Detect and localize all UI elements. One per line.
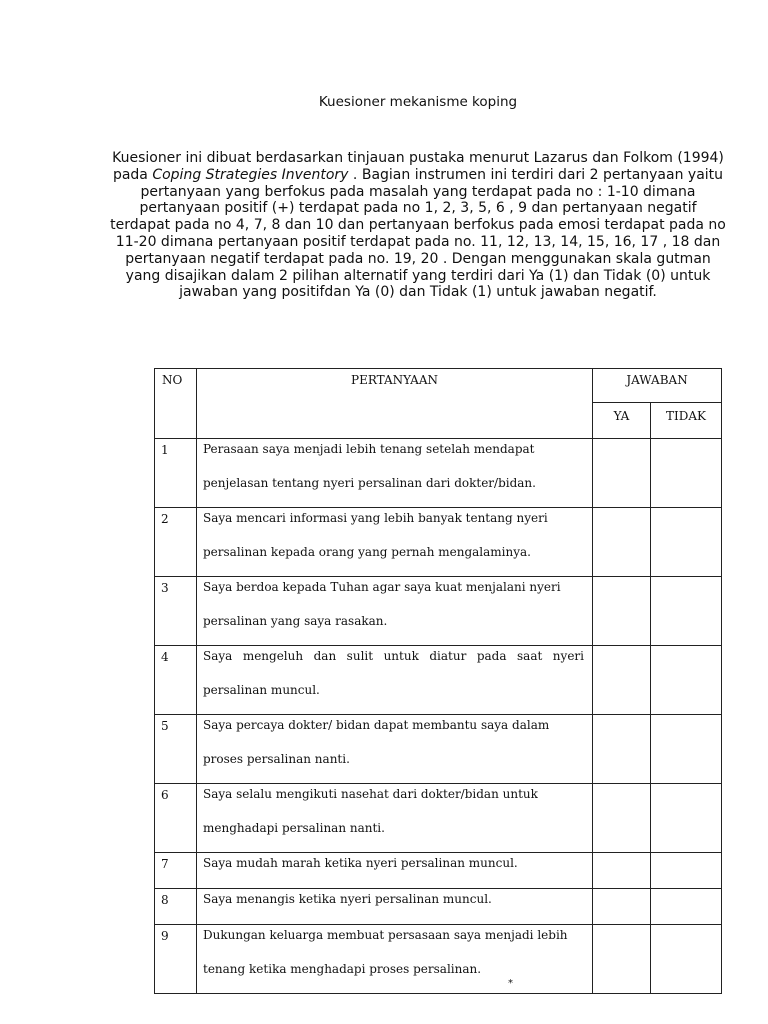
question-line-2: persalinan muncul. (203, 683, 320, 697)
question-line-1: Saya percaya dokter/ bidan dapat membantu saya dalam (203, 718, 550, 732)
answer-yes-cell[interactable] (593, 646, 651, 715)
question-text (197, 715, 593, 784)
question-line-2: proses persalinan nanti. (203, 752, 350, 766)
page-title: Kuesioner mekanisme koping (318, 94, 518, 110)
question-text (197, 889, 593, 925)
question-line-1: Dukungan keluarga membuat persasaan saya menjadi lebih (203, 928, 568, 942)
answer-no-cell[interactable] (651, 646, 722, 715)
answer-yes-cell[interactable] (593, 853, 651, 889)
row-number: 3 (155, 577, 197, 646)
questionnaire-table (154, 368, 722, 994)
row-number: 1 (155, 439, 197, 508)
table-row (155, 508, 722, 577)
table-row (155, 853, 722, 889)
question-text (197, 784, 593, 853)
answer-no-cell[interactable] (651, 508, 722, 577)
question-line-2: penjelasan tentang nyeri persalinan dari dokter/bidan. (203, 476, 536, 490)
answer-no-cell[interactable] (651, 853, 722, 889)
answer-no-cell[interactable] (651, 925, 722, 994)
row-number: 6 (155, 784, 197, 853)
intro-italic-term: Coping Strategies Inventory (152, 166, 349, 183)
answer-yes-cell[interactable] (593, 784, 651, 853)
answer-yes-cell[interactable] (593, 439, 651, 508)
table-row (155, 577, 722, 646)
intro-text-start: Kuesioner ini dibuat berdasarkan tinjauan pustaka menurut Lazarus dan Folkom (1994) pada (112, 150, 724, 183)
answer-no-cell[interactable] (651, 715, 722, 784)
table-row (155, 646, 722, 715)
answer-no-cell[interactable] (651, 784, 722, 853)
answer-yes-cell[interactable] (593, 889, 651, 925)
question-line-1: Saya selalu mengikuti nasehat dari dokter/bidan untuk (203, 787, 538, 801)
footer-mark: * (508, 978, 513, 989)
row-number: 9 (155, 925, 197, 994)
answer-no-cell[interactable] (651, 889, 722, 925)
row-number: 8 (155, 889, 197, 925)
table-row (155, 784, 722, 853)
intro-text-end: . Bagian instrumen ini terdiri dari 2 pertanyaan yaitu pertanyaan yang berfokus pada masalah yang terdapat pada no : 1-10 dimana pertanyaan positif (+) terdapat pada no 1, 2, 3, 5, 6 , 9 dan pertanyaan negatif terdapat pada no 4, 7, 8 dan 10 dan pertanyaan berfokus pada emosi terdapat pada no 11-20 dimana pertanyaan positif terdapat pada no. 11, 12, 13, 14, 15, 16, 17 , 18 dan pertanyaan negatif terdapat pada no. 19, 20 . Dengan menggunakan skala gutman yang disajikan dalam 2 pilihan alternatif yang terdiri dari Ya (1) dan Tidak (0) untuk jawaban yang positifdan Ya (0) dan Tidak (1) untuk jawaban negatif. (110, 166, 726, 301)
header-no: NO (155, 369, 197, 439)
table-row (155, 925, 722, 994)
question-line-2: persalinan kepada orang yang pernah mengalaminya. (203, 545, 531, 559)
question-line-1: Saya mengeluh dan sulit untuk diatur pada saat nyeri (203, 649, 584, 663)
answer-yes-cell[interactable] (593, 715, 651, 784)
question-text (197, 646, 593, 715)
row-number: 7 (155, 853, 197, 889)
question-text (197, 925, 593, 994)
table-row (155, 439, 722, 508)
question-line-1: Saya mudah marah ketika nyeri persalinan muncul. (203, 856, 518, 870)
answer-no-cell[interactable] (651, 577, 722, 646)
answer-no-cell[interactable] (651, 439, 722, 508)
intro-paragraph (108, 150, 728, 301)
question-text (197, 577, 593, 646)
answer-yes-cell[interactable] (593, 508, 651, 577)
question-line-2: tenang ketika menghadapi proses persalinan. (203, 962, 482, 976)
header-no-answer: TIDAK (651, 403, 722, 439)
row-number: 2 (155, 508, 197, 577)
question-line-2: menghadapi persalinan nanti. (203, 821, 385, 835)
question-line-1: Saya menangis ketika nyeri persalinan muncul. (203, 892, 492, 906)
table-row (155, 889, 722, 925)
question-line-1: Perasaan saya menjadi lebih tenang setelah mendapat (203, 442, 535, 456)
question-text (197, 439, 593, 508)
row-number: 4 (155, 646, 197, 715)
question-line-1: Saya mencari informasi yang lebih banyak tentang nyeri (203, 511, 548, 525)
table-row (155, 715, 722, 784)
question-text (197, 853, 593, 889)
question-text (197, 508, 593, 577)
header-question: PERTANYAAN (197, 369, 593, 439)
question-line-1: Saya berdoa kepada Tuhan agar saya kuat menjalani nyeri (203, 580, 561, 594)
answer-yes-cell[interactable] (593, 925, 651, 994)
question-line-2: persalinan yang saya rasakan. (203, 614, 388, 628)
header-answer: JAWABAN (593, 369, 722, 403)
header-yes: YA (593, 403, 651, 439)
answer-yes-cell[interactable] (593, 577, 651, 646)
row-number: 5 (155, 715, 197, 784)
